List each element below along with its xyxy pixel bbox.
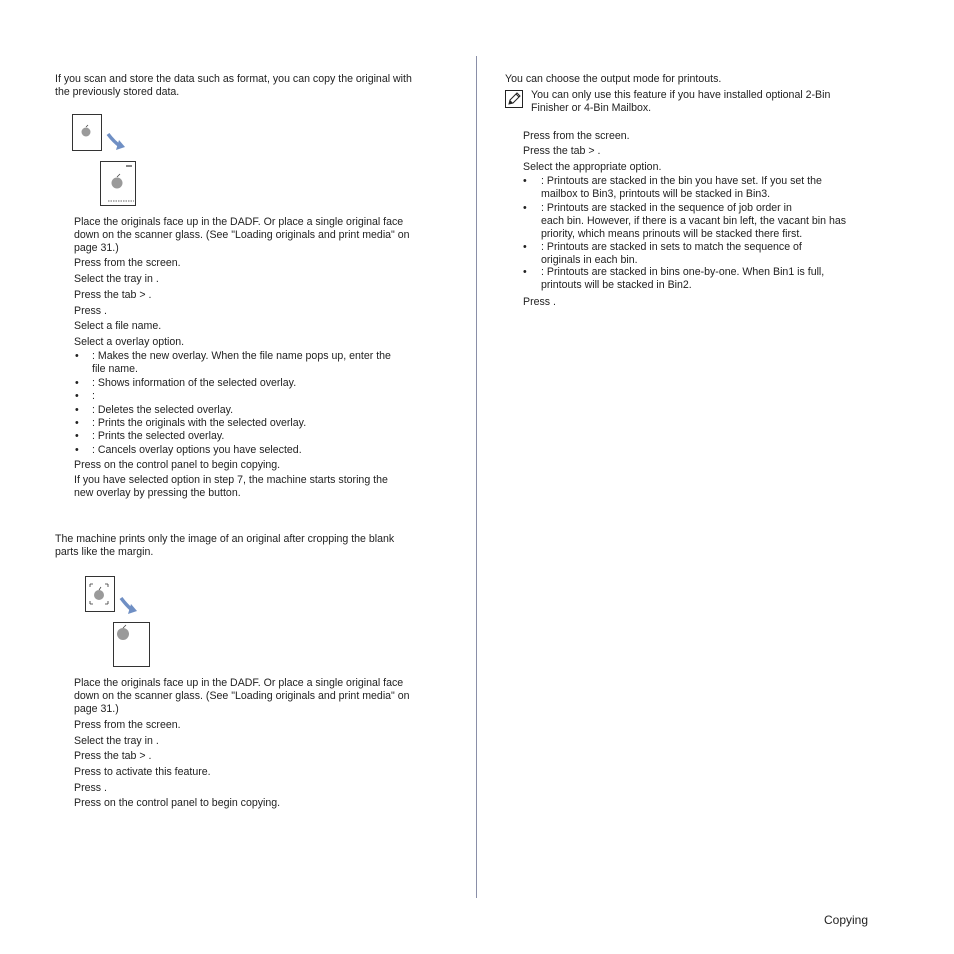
overlay-step-line: page 31.): [74, 242, 119, 254]
output-step-1: Press from the screen.: [523, 130, 630, 142]
crop-intro: The machine prints only the image of an original after cropping the blank parts like the margin.: [55, 533, 395, 558]
crop-step-line: Press on the control panel to begin copying.: [74, 797, 281, 809]
overlay-option-line: : Prints the originals with the selected overlay.: [92, 417, 307, 429]
output-option-line: : Printouts are stacked in the sequence of job order in: [541, 202, 792, 214]
overlay-illustration: [70, 112, 140, 208]
note-text: You can only use this feature if you have installed optional 2-Bin Finisher or 4-Bin Mailbox.: [531, 89, 831, 114]
crop-step-line: page 31.): [74, 703, 119, 715]
crop-step-line: down on the scanner glass. (See "Loading originals and print media" on: [74, 690, 410, 702]
bullet-dot: •: [75, 350, 79, 362]
output-option-line: priority, which means prinouts will be stacked there first.: [541, 228, 803, 240]
overlay-step-line: Press from the screen.: [74, 257, 181, 269]
overlay-step-line: Press .: [74, 305, 107, 317]
overlay-step-line: Press the tab > .: [74, 289, 152, 301]
output-step-3: Select the appropriate option.: [523, 161, 662, 173]
output-option-line: : Printouts are stacked in the bin you have set. If you set the: [541, 175, 822, 187]
bullet-dot: •: [75, 390, 79, 402]
output-intro: You can choose the output mode for printouts.: [505, 73, 722, 85]
overlay-option-line: : Prints the selected overlay.: [92, 430, 225, 442]
overlay-option-line: : Deletes the selected overlay.: [92, 404, 234, 416]
overlay-option-line: :: [92, 390, 95, 402]
bullet-dot: •: [75, 430, 79, 442]
output-option-line: each bin. However, if there is a vacant bin left, the vacant bin has: [541, 215, 847, 227]
section-footer: Copying: [824, 913, 869, 927]
output-step-last: Press .: [523, 296, 556, 308]
output-option-line: originals in each bin.: [541, 254, 638, 266]
crop-step-line: Select the tray in .: [74, 735, 159, 747]
bullet-dot: •: [75, 404, 79, 416]
overlay-intro: If you scan and store the data such as format, you can copy the original with the previously stored data.: [55, 73, 412, 98]
bullet-dot: •: [523, 202, 527, 214]
bullet-dot: •: [523, 241, 527, 253]
bullet-dot: •: [75, 377, 79, 389]
bullet-dot: •: [75, 417, 79, 429]
overlay-tail-line: new overlay by pressing the button.: [74, 487, 241, 499]
auto-crop-illustration: [84, 575, 154, 669]
bullet-dot: •: [75, 444, 79, 456]
output-step-2: Press the tab > .: [523, 145, 601, 157]
bullet-dot: •: [523, 266, 527, 278]
output-option-line: printouts will be stacked in Bin2.: [541, 279, 692, 291]
overlay-tail-line: If you have selected option in step 7, the machine starts storing the: [74, 474, 388, 486]
crop-step-line: Press from the screen.: [74, 719, 181, 731]
crop-step-line: Press .: [74, 782, 107, 794]
overlay-option-line: : Cancels overlay options you have selected.: [92, 444, 302, 456]
crop-step-line: Place the originals face up in the DADF. Or place a single original face: [74, 677, 404, 689]
output-option-line: mailbox to Bin3, printouts will be stacked in Bin3.: [541, 188, 771, 200]
crop-step-line: Press to activate this feature.: [74, 766, 211, 778]
overlay-step-line: Select the tray in .: [74, 273, 159, 285]
overlay-option-line: : Shows information of the selected overlay.: [92, 377, 297, 389]
overlay-step-line: down on the scanner glass. (See "Loading originals and print media" on: [74, 229, 410, 241]
note-pencil-icon: [505, 90, 523, 108]
crop-step-line: Press the tab > .: [74, 750, 152, 762]
overlay-option-line: : Makes the new overlay. When the file name pops up, enter the: [92, 350, 391, 362]
overlay-option-line: file name.: [92, 363, 138, 375]
overlay-step-line: Select a file name.: [74, 320, 162, 332]
bullet-dot: •: [523, 175, 527, 187]
overlay-step-line: Select a overlay option.: [74, 336, 185, 348]
overlay-tail-line: Press on the control panel to begin copying.: [74, 459, 281, 471]
output-option-line: : Printouts are stacked in sets to match the sequence of: [541, 241, 802, 253]
output-option-line: : Printouts are stacked in bins one-by-one. When Bin1 is full,: [541, 266, 825, 278]
column-divider: [476, 56, 477, 898]
overlay-step-line: Place the originals face up in the DADF. Or place a single original face: [74, 216, 404, 228]
